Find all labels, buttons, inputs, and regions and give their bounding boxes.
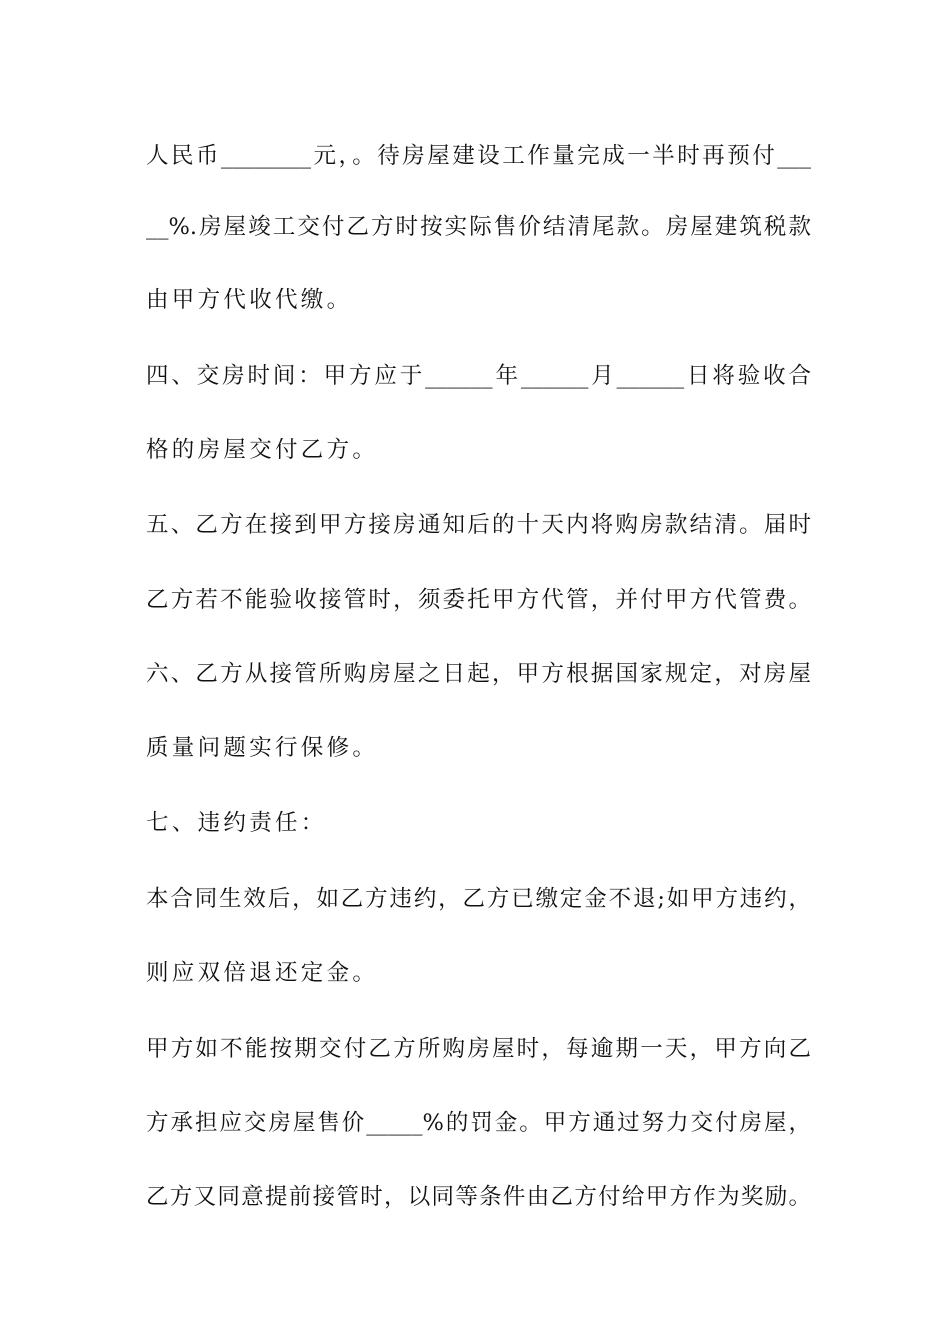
text-line: __%.房屋竣工交付乙方时按实际售价结清尾款。房屋建筑税款 [146, 214, 811, 240]
text-line: 五、乙方在接到甲方接房通知后的十天内将购房款结清。届时 [146, 512, 811, 538]
text-line: 由甲方代收代缴。 [146, 287, 353, 313]
text-line: 四、交房时间：甲方应于______年______月______日将验收合 [146, 363, 811, 389]
text-line: 甲方如不能按期交付乙方所购房屋时，每逾期一天，甲方向乙 [146, 1036, 811, 1062]
text-line: 乙方若不能验收接管时，须委托甲方代管，并付甲方代管费。 [146, 587, 811, 613]
text-line: 质量问题实行保修。 [146, 735, 379, 761]
text-line: 六、乙方从接管所购房屋之日起，甲方根据国家规定，对房屋 [146, 661, 811, 687]
text-line: 本合同生效后，如乙方违约，乙方已缴定金不退;如甲方违约， [146, 886, 811, 912]
text-line: 人民币________元，。待房屋建设工作量完成一半时再预付___ [146, 143, 811, 169]
text-line: 七、违约责任： [146, 810, 327, 836]
text-line: 乙方又同意提前接管时，以同等条件由乙方付给甲方作为奖励。 [146, 1184, 811, 1210]
text-line: 方承担应交房屋售价_____%的罚金。甲方通过努力交付房屋， [146, 1110, 811, 1136]
text-line: 格的房屋交付乙方。 [146, 437, 379, 463]
text-line: 则应双倍退还定金。 [146, 960, 379, 986]
